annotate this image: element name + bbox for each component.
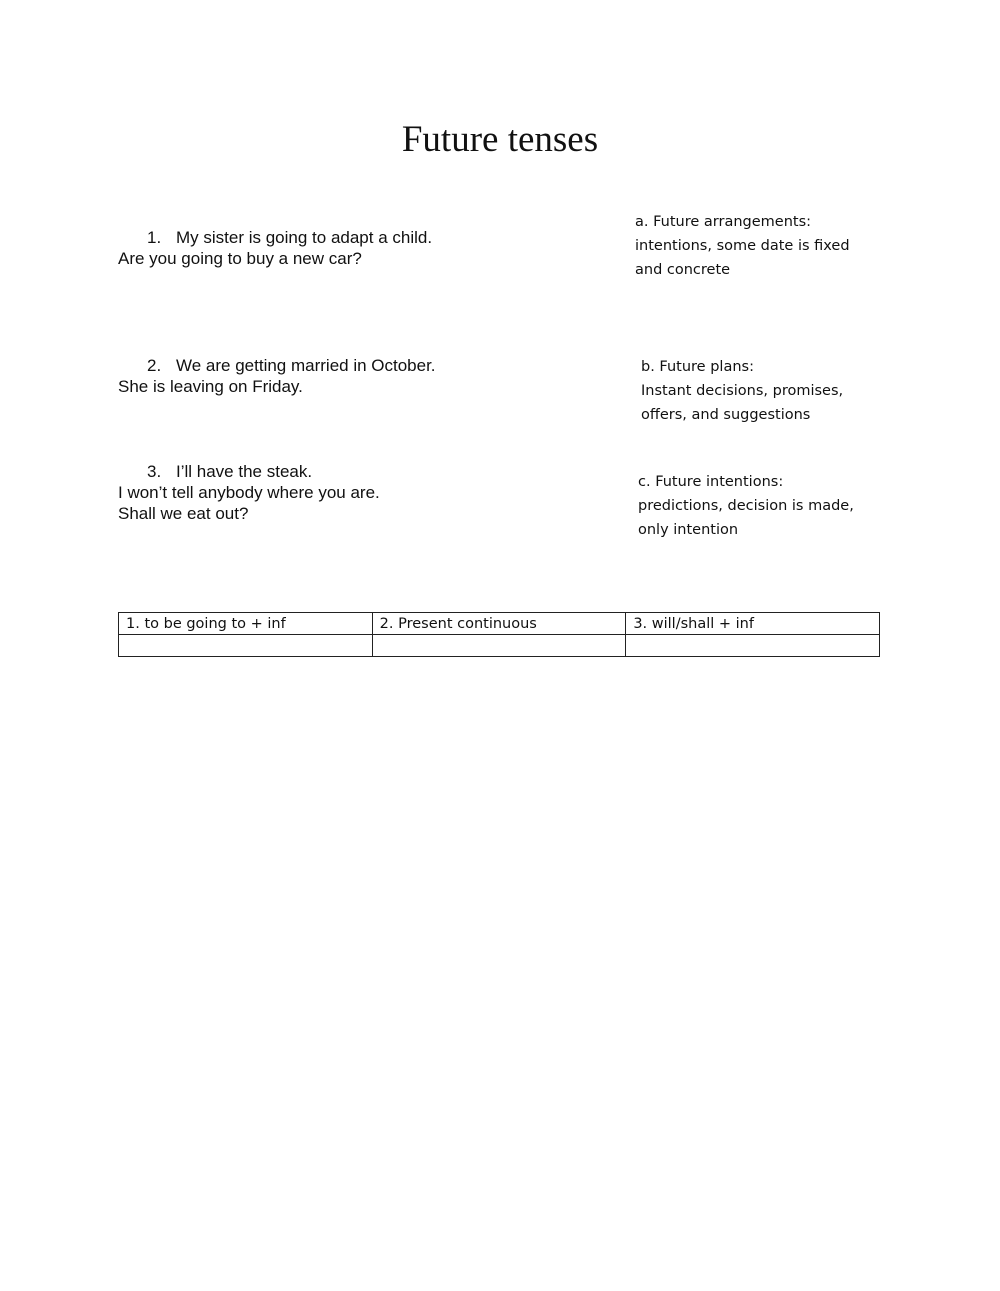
meaning-line: offers, and suggestions [641,407,811,423]
meaning-line: a. Future arrangements: [635,214,812,230]
answer-cell[interactable] [626,635,880,657]
example-sentence: Are you going to buy a new car? [118,249,362,268]
table-header-cell: 3. will/shall + inf [626,613,880,635]
page-title: Future tenses [401,119,599,160]
meaning-a [635,210,875,282]
example-sentence: 1. My sister is going to adapt a child. [147,228,433,247]
table-header-cell: 2. Present continuous [372,613,626,635]
example-sentence: 3. I’ll have the steak. [147,462,313,481]
answer-cell[interactable] [372,635,626,657]
example-number: 3. [147,462,162,481]
example-group-2 [118,355,436,397]
table-answer-row [119,635,880,657]
example-number: 1. [147,228,162,247]
example-number: 2. [147,356,162,375]
meaning-line: Instant decisions, promises, [641,383,844,399]
meaning-c [638,470,878,542]
answer-cell[interactable] [119,635,373,657]
example-sentence: Shall we eat out? [118,504,249,523]
example-sentence: She is leaving on Friday. [118,377,303,396]
meaning-line: predictions, decision is made, [638,498,854,514]
example-sentence: 2. We are getting married in October. [147,356,436,375]
table-header-row [119,613,880,635]
answer-table [118,612,880,657]
table-header-cell: 1. to be going to + inf [119,613,373,635]
meaning-line: intentions, some date is fixed [635,238,850,254]
example-group-3 [118,461,380,524]
example-group-1 [118,227,432,269]
meaning-line: c. Future intentions: [638,474,784,490]
meaning-line: b. Future plans: [641,359,754,375]
example-sentence: I won’t tell anybody where you are. [118,483,380,502]
meaning-line: only intention [638,522,739,538]
meaning-line: and concrete [635,262,731,278]
meaning-b [641,355,881,427]
